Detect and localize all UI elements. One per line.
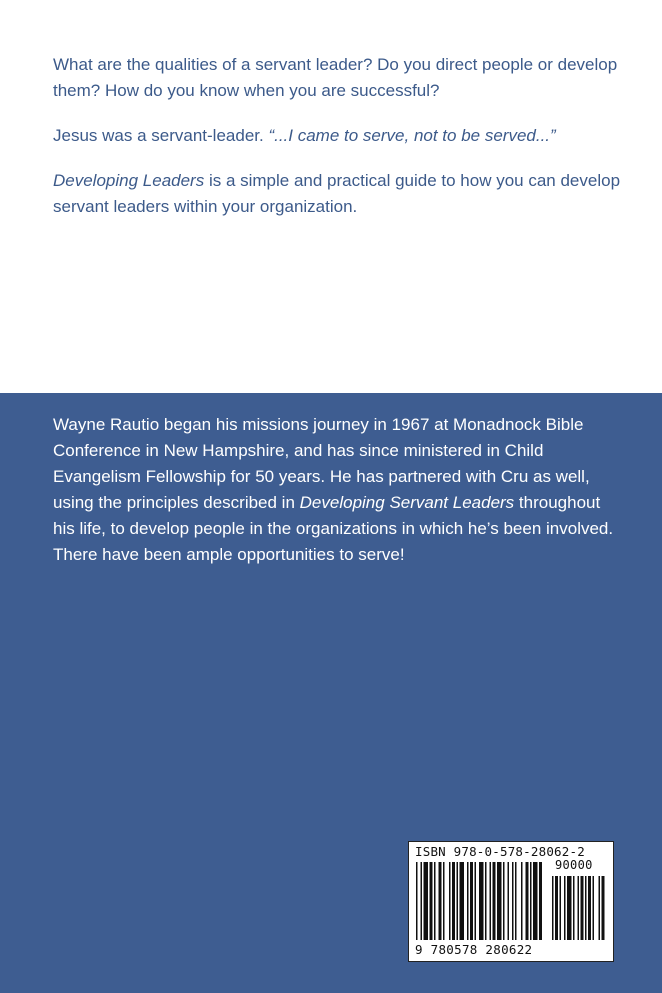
- barcode-bar: [490, 862, 492, 940]
- barcode-bar: [452, 862, 455, 940]
- barcode-bar: [449, 862, 451, 940]
- blurb-paragraph-1: What are the qualities of a servant leader? Do you direct people or develop them? How do you know when you are successful?: [53, 55, 618, 100]
- barcode-bar: [470, 862, 473, 940]
- barcode-bar: [526, 862, 529, 940]
- author-bio-book-title: Developing Servant Leaders: [299, 493, 515, 512]
- blurb-paragraph-3-text: is a simple and practical guide to how you can develop servant leaders within your organization.: [53, 171, 621, 216]
- barcode-addon-bar: [602, 876, 605, 940]
- barcode-bar: [443, 862, 445, 940]
- barcode-bar: [539, 862, 542, 940]
- barcode-bar: [467, 862, 469, 940]
- barcode-bar: [460, 862, 465, 940]
- barcode-bar: [421, 862, 423, 940]
- barcode-bar: [424, 862, 429, 940]
- barcode-bar: [515, 862, 517, 940]
- barcode-bar: [508, 862, 510, 940]
- blurb-paragraph-2-text: Jesus was a servant-leader.: [53, 126, 269, 145]
- blurb-paragraph-2: [53, 123, 623, 149]
- barcode-bar: [434, 862, 436, 940]
- blurb-quote: “...I came to serve, not to be served...”: [268, 126, 556, 145]
- barcode-bars: [414, 862, 608, 942]
- top-section: [0, 0, 662, 393]
- barcode-addon-bar: [599, 876, 601, 940]
- barcode-addon-digits: 90000: [555, 858, 593, 872]
- barcode-addon-bar: [578, 876, 580, 940]
- book-title: Developing Leaders: [53, 171, 205, 190]
- isbn-label: ISBN 978-0-578-28062-2: [415, 844, 585, 859]
- barcode-bar: [530, 862, 532, 940]
- barcode-addon-bar: [581, 876, 584, 940]
- barcode-addon-bar: [588, 876, 591, 940]
- barcode-bar: [439, 862, 442, 940]
- author-bio-paragraph: [53, 412, 625, 568]
- author-panel: [0, 393, 662, 993]
- author-bio-part-2: throughout his life, to develop people in the organizations in which he’s been involved. There have been ample opportunities to serve!: [53, 493, 614, 564]
- blurb-paragraph-3: [53, 168, 623, 220]
- barcode-addon-bar: [560, 876, 562, 940]
- barcode-addon-bar: [555, 876, 558, 940]
- barcode-addon-bar: [573, 876, 575, 940]
- isbn-barcode: [408, 841, 614, 962]
- barcode-bar: [503, 862, 505, 940]
- barcode-addon-bar: [593, 876, 595, 940]
- barcode-bar: [457, 862, 459, 940]
- barcode-digits: 9 780578 280622: [415, 942, 533, 957]
- barcode-bar: [479, 862, 484, 940]
- barcode-addon-bar: [567, 876, 572, 940]
- barcode-bar: [416, 862, 418, 940]
- barcode-bar: [485, 862, 487, 940]
- barcode-bar: [493, 862, 496, 940]
- barcode-bar: [497, 862, 502, 940]
- barcode-bar: [521, 862, 523, 940]
- barcode-addon-bar: [585, 876, 587, 940]
- barcode-addon-bar: [564, 876, 566, 940]
- back-cover-blurb: [53, 52, 623, 239]
- barcode-bar: [512, 862, 514, 940]
- barcode-bar: [475, 862, 477, 940]
- barcode-bar: [533, 862, 538, 940]
- barcode-bar: [430, 862, 433, 940]
- author-bio-part-1: Wayne Rautio began his missions journey in 1967 at Monadnock Bible Conference in New Hampshire, and has since ministered in Child Evangelism Fellowship for 50 years. He has partnered with Cru as well, using the principles described in: [53, 415, 590, 512]
- author-bio: [53, 412, 625, 568]
- barcode-addon-bar: [552, 876, 554, 940]
